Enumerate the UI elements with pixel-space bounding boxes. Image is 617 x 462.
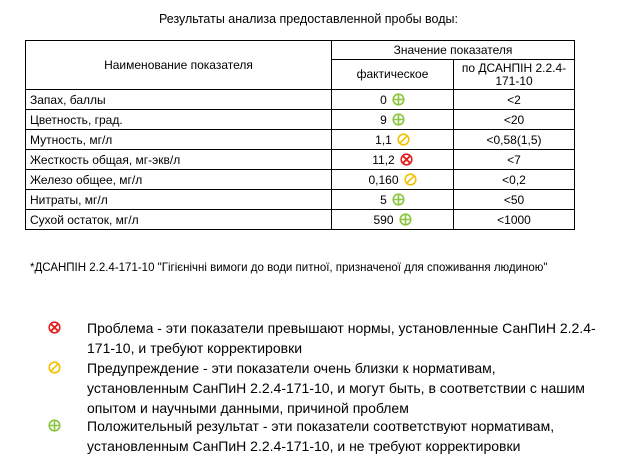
actual-value-cell xyxy=(332,210,454,230)
circle-plus-icon xyxy=(392,93,405,106)
legend-text-warning: Предупреждение - эти показатели очень близки к нормативам, установленным СанПиН 2.2.4-171-10, и могут быть, в соответствии с нашим опытом и научными данными, причиной проблем xyxy=(87,360,585,416)
circle-plus-icon xyxy=(48,419,61,432)
norm-value: <0,58(1,5) xyxy=(454,130,575,150)
indicator-name: Железо общее, мг/л xyxy=(26,170,332,190)
footnote: *ДСАНПІН 2.2.4-171-10 "Гігієнічні вимоги до води питної, призначеної для споживання людиною" xyxy=(30,262,548,274)
indicator-name: Сухой остаток, мг/л xyxy=(26,210,332,230)
table-header-row xyxy=(26,41,575,60)
circle-slash-icon xyxy=(397,133,410,146)
norm-value: <0,2 xyxy=(454,170,575,190)
norm-value: <2 xyxy=(454,90,575,110)
actual-value: 1,1 xyxy=(375,132,392,147)
table-row xyxy=(26,150,575,170)
actual-value-cell xyxy=(332,190,454,210)
circle-x-icon xyxy=(48,321,61,334)
indicator-name: Мутность, мг/л xyxy=(26,130,332,150)
table-row xyxy=(26,110,575,130)
table-row xyxy=(26,90,575,110)
table-row xyxy=(26,170,575,190)
actual-value: 9 xyxy=(380,112,387,127)
circle-plus-icon xyxy=(399,213,412,226)
indicator-name: Цветность, град. xyxy=(26,110,332,130)
actual-value-cell xyxy=(332,130,454,150)
legend-text-problem: Проблема - эти показатели превышают нормы, установленные СанПиН 2.2.4-171-10, и требуют корректировки xyxy=(87,320,596,356)
indicator-name: Жесткость общая, мг-экв/л xyxy=(26,150,332,170)
indicator-name: Нитраты, мг/л xyxy=(26,190,332,210)
circle-slash-icon xyxy=(48,361,61,374)
table-row xyxy=(26,190,575,210)
header-indicator-name: Наименование показателя xyxy=(26,41,332,90)
results-table xyxy=(25,40,575,230)
table-row xyxy=(26,130,575,150)
norm-value: <50 xyxy=(454,190,575,210)
circle-x-icon xyxy=(400,153,413,166)
norm-value: <7 xyxy=(454,150,575,170)
actual-value-cell xyxy=(332,110,454,130)
indicator-name: Запах, баллы xyxy=(26,90,332,110)
header-norm-value: по ДСАНПІН 2.2.4-171-10 xyxy=(454,60,575,90)
legend-text-ok: Положительный результат - эти показатели соответствуют нормативам, установленным СанПиН 2.2.4-171-10, и не требуют корректировки xyxy=(87,418,555,454)
actual-value: 5 xyxy=(380,192,387,207)
circle-slash-icon xyxy=(404,173,417,186)
page-title: Результаты анализа предоставленной пробы воды: xyxy=(158,12,458,26)
actual-value-cell xyxy=(332,170,454,190)
actual-value: 11,2 xyxy=(372,152,395,167)
actual-value: 0 xyxy=(380,92,387,107)
norm-value: <20 xyxy=(454,110,575,130)
circle-plus-icon xyxy=(392,193,405,206)
header-indicator-value: Значение показателя xyxy=(332,41,575,60)
circle-plus-icon xyxy=(392,113,405,126)
actual-value: 590 xyxy=(373,212,394,227)
header-actual-value: фактическое xyxy=(332,60,454,90)
actual-value-cell xyxy=(332,150,454,170)
table-row xyxy=(26,210,575,230)
norm-value: <1000 xyxy=(454,210,575,230)
actual-value-cell xyxy=(332,90,454,110)
actual-value: 0,160 xyxy=(368,172,399,187)
